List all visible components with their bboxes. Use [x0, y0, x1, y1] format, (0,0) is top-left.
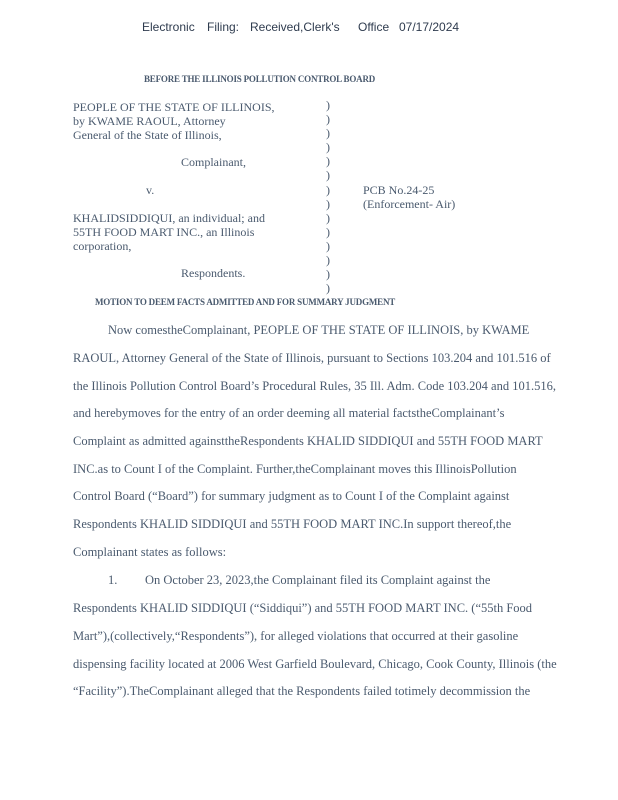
body-line: INC.as to Count I of the Complaint. Further,theComplainant moves this IllinoisPollution: [73, 462, 517, 476]
caption-versus: v.: [146, 183, 155, 197]
case-type: (Enforcement- Air): [363, 197, 456, 211]
caption-defendant-line: corporation,: [73, 239, 132, 253]
paragraph-number: 1.: [108, 573, 118, 587]
body-line: Complaint as admitted againsttheRespondents KHALID SIDDIQUI and 55TH FOOD MART: [73, 434, 543, 448]
caption-plaintiff-line: General of the State of Illinois,: [73, 128, 222, 142]
filing-stamp-date: 07/17/2024: [399, 20, 460, 34]
caption-paren-column: ) ) ) ) ) ) ) ) ) ) ) ) ) ): [326, 98, 330, 296]
motion-title: MOTION TO DEEM FACTS ADMITTED AND FOR SUMMARY JUDGMENT: [95, 297, 396, 307]
filing-stamp-electronic: Electronic: [142, 20, 195, 34]
caption-defendant-line: 55TH FOOD MART INC., an Illinois: [73, 225, 255, 239]
body-line: and herebymoves for the entry of an order deeming all material factstheComplainant’s: [73, 406, 505, 420]
body-line: Control Board (“Board”) for summary judgment as to Count I of the Complaint against: [73, 489, 510, 503]
body-line: the Illinois Pollution Control Board’s Procedural Rules, 35 Ill. Adm. Code 103.204 and 101.516,: [73, 379, 556, 393]
body-line: Mart”),(collectively,“Respondents”), for alleged violations that occurred at their gasoline: [73, 629, 519, 643]
caption-plaintiff-line: PEOPLE OF THE STATE OF ILLINOIS,: [73, 100, 275, 114]
board-heading: BEFORE THE ILLINOIS POLLUTION CONTROL BOARD: [144, 74, 376, 84]
caption-defendant-line: KHALIDSIDDIQUI, an individual; and: [73, 211, 265, 225]
filing-stamp-filing: Filing:: [207, 20, 240, 34]
body-line: “Facility”).TheComplainant alleged that the Respondents failed totimely decommission the: [73, 684, 531, 698]
body-line: Now comestheComplainant, PEOPLE OF THE STATE OF ILLINOIS, by KWAME: [108, 323, 530, 337]
filing-stamp-received: Received,Clerk's: [250, 20, 340, 34]
caption-plaintiff-line: by KWAME RAOUL, Attorney: [73, 114, 226, 128]
body-line: Respondents KHALID SIDDIQUI (“Siddiqui”) and 55TH FOOD MART INC. (“55th Food: [73, 601, 533, 615]
body-line: RAOUL, Attorney General of the State of Illinois, pursuant to Sections 103.204 and 101.516 of: [73, 351, 551, 365]
body-line: Respondents KHALID SIDDIQUI and 55TH FOOD MART INC.In support thereof,the: [73, 517, 512, 531]
body-line: Complainant states as follows:: [73, 545, 227, 559]
caption-respondents-label: Respondents.: [181, 266, 246, 280]
filing-stamp-office: Office: [358, 20, 390, 34]
body-line: dispensing facility located at 2006 West Garfield Boulevard, Chicago, Cook County, Illinois (the: [73, 657, 557, 671]
case-number: PCB No.24-25: [363, 183, 435, 197]
body-line: On October 23, 2023,the Complainant filed its Complaint against the: [145, 573, 491, 587]
caption-complainant-label: Complainant,: [181, 155, 246, 169]
